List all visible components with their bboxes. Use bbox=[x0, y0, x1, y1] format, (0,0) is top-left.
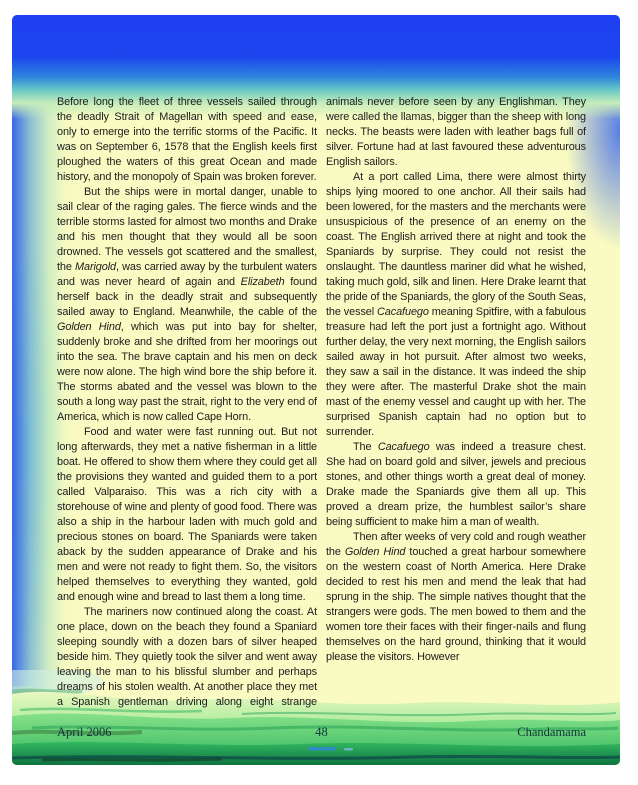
footer-magazine-name: Chandamama bbox=[517, 725, 586, 739]
paragraph: Then after weeks of very cold and rough weather the Golden Hind touched a great harbour somewhere on the western coast of North America. Here Drake decided to rest his men and mend the leak that had sprung in the ship. The simple natives thought that the strangers were gods. The men bowed to them and the women tore their faces with their finger-nails and flung themselves on the hard ground, thinking that it would please the visitors. However bbox=[326, 531, 586, 663]
article-text bbox=[57, 95, 586, 723]
footer-page-number: 48 bbox=[315, 725, 328, 739]
footer-issue-date: April 2006 bbox=[57, 725, 112, 739]
paragraph: At a port called Lima, there were almost thirty ships lying moored to one anchor. All their sails had been lowered, for the masters and the merchants were unsuspicious of the presence of an enemy on the coast. The English arrived there at night and took the Spaniards by surprise. They could not resist the onslaught. The dauntless mariner did what he wished, taking much gold, silk and linen. Here Drake learnt that the pride of the Spaniards, the glory of the South Seas, the vessel Cacafuego meaning Spitfire, with a fabulous treasure had left the port just a fortnight ago. Without further delay, the very next morning, the English sailors sailed away in hot pursuit. After almost two weeks, they saw a sail in the distance. It was indeed the ship they were after. The masterful Drake shot the main mast of the enemy vessel and caught up with her. The surprised Spanish captain had no option but to surrender. bbox=[326, 171, 586, 438]
paragraph: Food and water were fast running out. But not long afterwards, they met a native fisherman in a little boat. He offered to show them where they could get all the provisions they wanted and guided them to a port called Valparaiso. This was a rich city with a storehouse of wine and plenty of good food. There was also a ship in the harbour laden with much gold and precious stones on board. The Spaniards were taken aback by the sudden appearance of Drake and his men and were not ready to fight them. So, the visitors helped themselves to everything they wanted, gold and enough wine and bread to last them a long time. bbox=[57, 426, 317, 603]
paragraph: The mariners now continued along the coast. At one place, down on the beach they found a Spaniard sleeping soundly with a dozen bars of silver heaped beside him. They quietly took the silver and went away leaving the man to his blissful slumber and perhaps dreams of his stolen wealth. At another place they met a Spanish gentleman driving along eight strange animals never before seen by any Englishman. They were called the llamas, bigger than the sheep with long necks. The beasts were laden with leather bags full of silver. Fortune had at last favoured these adventurous English sailors. bbox=[57, 96, 586, 708]
page-footer bbox=[57, 725, 586, 740]
paragraph: Before long the fleet of three vessels sailed through the deadly Strait of Magellan with speed and ease, only to emerge into the terrific storms of the Pacific. It was on September 6, 1578 that the English keels first ploughed the waters of this great Ocean and made history, and the monopoly of Spain was broken forever. bbox=[57, 96, 317, 183]
paragraph: But the ships were in mortal danger, unable to sail clear of the raging gales. The fierce winds and the terrible storms lasted for almost two months and Drake and his men thought that they would all be soon drowned. The vessels got scattered and the smallest, the Marigold, was carried away by the turbulent waters and was never heard of again and Elizabeth found herself back in the deadly strait and subsequently sailed away to England. Meanwhile, the cable of the Golden Hind, which was put into bay for shelter, suddenly broke and she drifted from her moorings out into the sea. The brave captain and his men on deck were now alone. The high wind bore the ship before it. The storms abated and the vessel was blown to the south a long way past the strait, right to the very end of America, which is now called Cape Horn. bbox=[57, 186, 318, 423]
paragraph: The Cacafuego was indeed a treasure chest. She had on board gold and silver, jewels and precious stones, and other things worth a great deal of money. Drake made the Spaniards give them all up. This proved a dream prize, the humblest sailor’s share being sufficient to make him a man of wealth. bbox=[326, 441, 586, 528]
magazine-page bbox=[12, 15, 620, 765]
